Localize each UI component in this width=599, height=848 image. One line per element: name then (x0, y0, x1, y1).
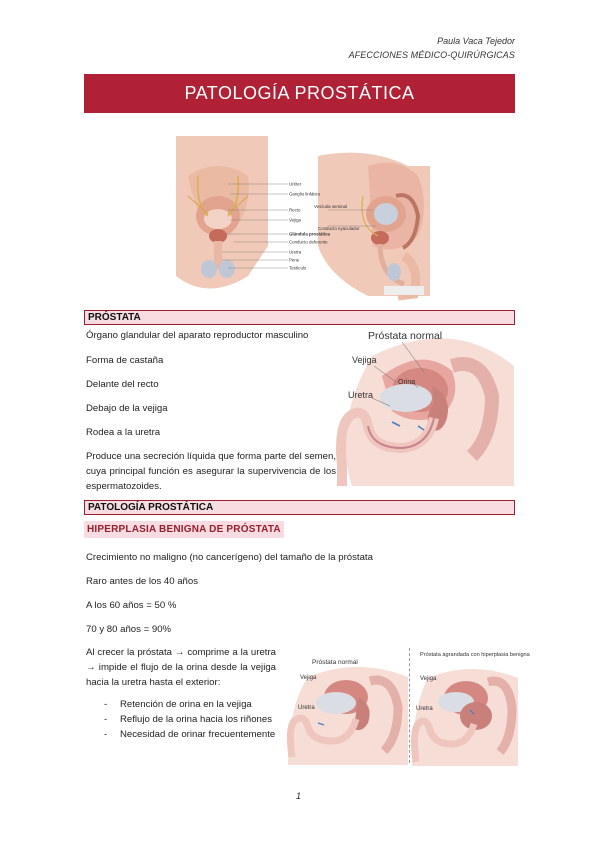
subsection-heading-hiperplasia: HIPERPLASIA BENIGNA DE PRÓSTATA (84, 521, 284, 538)
figure-label-orina: Orina (398, 379, 416, 386)
comparison-label-uretra-enlarged: Uretra (416, 706, 433, 712)
header-subject: AFECCIONES MÉDICO-QUIRÚRGICAS (348, 50, 515, 60)
prostate-enlarged-svg (412, 644, 530, 766)
prostata-line-1: Órgano glandular del aparato reproductor masculino (86, 330, 309, 341)
list-item: - Retención de orina en la vejiga (104, 699, 252, 710)
comparison-title-normal: Próstata normal (312, 659, 358, 666)
comparison-title-enlarged-text: Próstata agrandada con hiperplasia benigna (420, 652, 530, 658)
symptom-text: Necesidad de orinar frecuentemente (120, 729, 276, 740)
patologia-paragraph: Al crecer la próstata → comprime a la uretra → impide el flujo de la orina desde la vejiga hacia la uretra hasta el exterior: (86, 647, 276, 688)
prostate-normal-svg (332, 326, 514, 486)
figure-divider (409, 648, 410, 763)
figure-title-prostata-normal: Próstata normal (368, 330, 443, 342)
label-vesicula: Vesícula seminal (314, 204, 347, 209)
comparison-label-vejiga-normal: Vejiga (300, 675, 317, 681)
patologia-line-1: Crecimiento no maligno (no cancerígeno) del tamaño de la próstata (86, 552, 373, 563)
section-heading-prostata: PRÓSTATA (84, 310, 515, 325)
symptom-text: Retención de orina en la vejiga (120, 699, 252, 710)
label-recto: Recto (289, 207, 301, 213)
list-item: - Reflujo de la orina hacia los riñones (104, 714, 272, 725)
label-conducto-eyaculador: Conducto eyaculador (318, 226, 360, 231)
figure-label-uretra: Uretra (348, 390, 374, 400)
prostata-line-4: Debajo de la vejiga (86, 403, 168, 414)
section-heading-patologia: PATOLOGÍA PROSTÁTICA (84, 500, 515, 515)
label-pene: Pene (289, 257, 300, 263)
prostata-paragraph: Produce una secreción líquida que forma parte del semen, cuya principal función es asegurar la supervivencia de los espermatozoides. (86, 451, 336, 492)
prostate-normal-illustration (332, 326, 514, 486)
label-ureter: Uréter (289, 181, 302, 187)
figure-label-vejiga: Vejiga (352, 355, 377, 365)
prostate-normal-small-illustration (288, 647, 408, 765)
label-ganglio: Ganglio linfático (289, 191, 321, 197)
page-number: 1 (296, 791, 302, 801)
symptom-text: Reflujo de la orina hacia los riñones (120, 714, 272, 725)
patologia-line-3: A los 60 años = 50 % (86, 600, 177, 611)
list-item: - Necesidad de orinar frecuentemente (104, 729, 276, 740)
patologia-line-2: Raro antes de los 40 años (86, 576, 199, 587)
symptoms-list (104, 697, 275, 742)
anatomy-svg (168, 136, 438, 301)
patologia-line-4: 70 y 80 años = 90% (86, 624, 172, 635)
prostate-enlarged-illustration (412, 644, 530, 766)
label-vejiga: Vejiga (289, 217, 301, 223)
label-glandula: Glándula prostática (289, 231, 330, 237)
comparison-label-uretra-normal: Uretra (298, 705, 315, 711)
prostata-line-5: Rodea a la uretra (86, 427, 161, 438)
label-uretra: Uretra (289, 249, 302, 255)
header-author: Paula Vaca Tejedor (437, 36, 515, 46)
page-title: PATOLOGÍA PROSTÁTICA (184, 83, 415, 103)
prostate-normal-small-svg (288, 647, 408, 765)
title-bar (84, 74, 515, 113)
label-conducto-deferente: Conducto deferente (289, 239, 328, 245)
comparison-label-vejiga-enlarged: Vejiga (420, 676, 437, 682)
anatomy-illustration (168, 136, 438, 301)
comparison-title-enlarged (420, 652, 531, 658)
label-testiculo: Testículo (289, 265, 307, 271)
prostata-line-2: Forma de castaña (86, 355, 164, 366)
prostata-line-3: Delante del recto (86, 379, 159, 390)
